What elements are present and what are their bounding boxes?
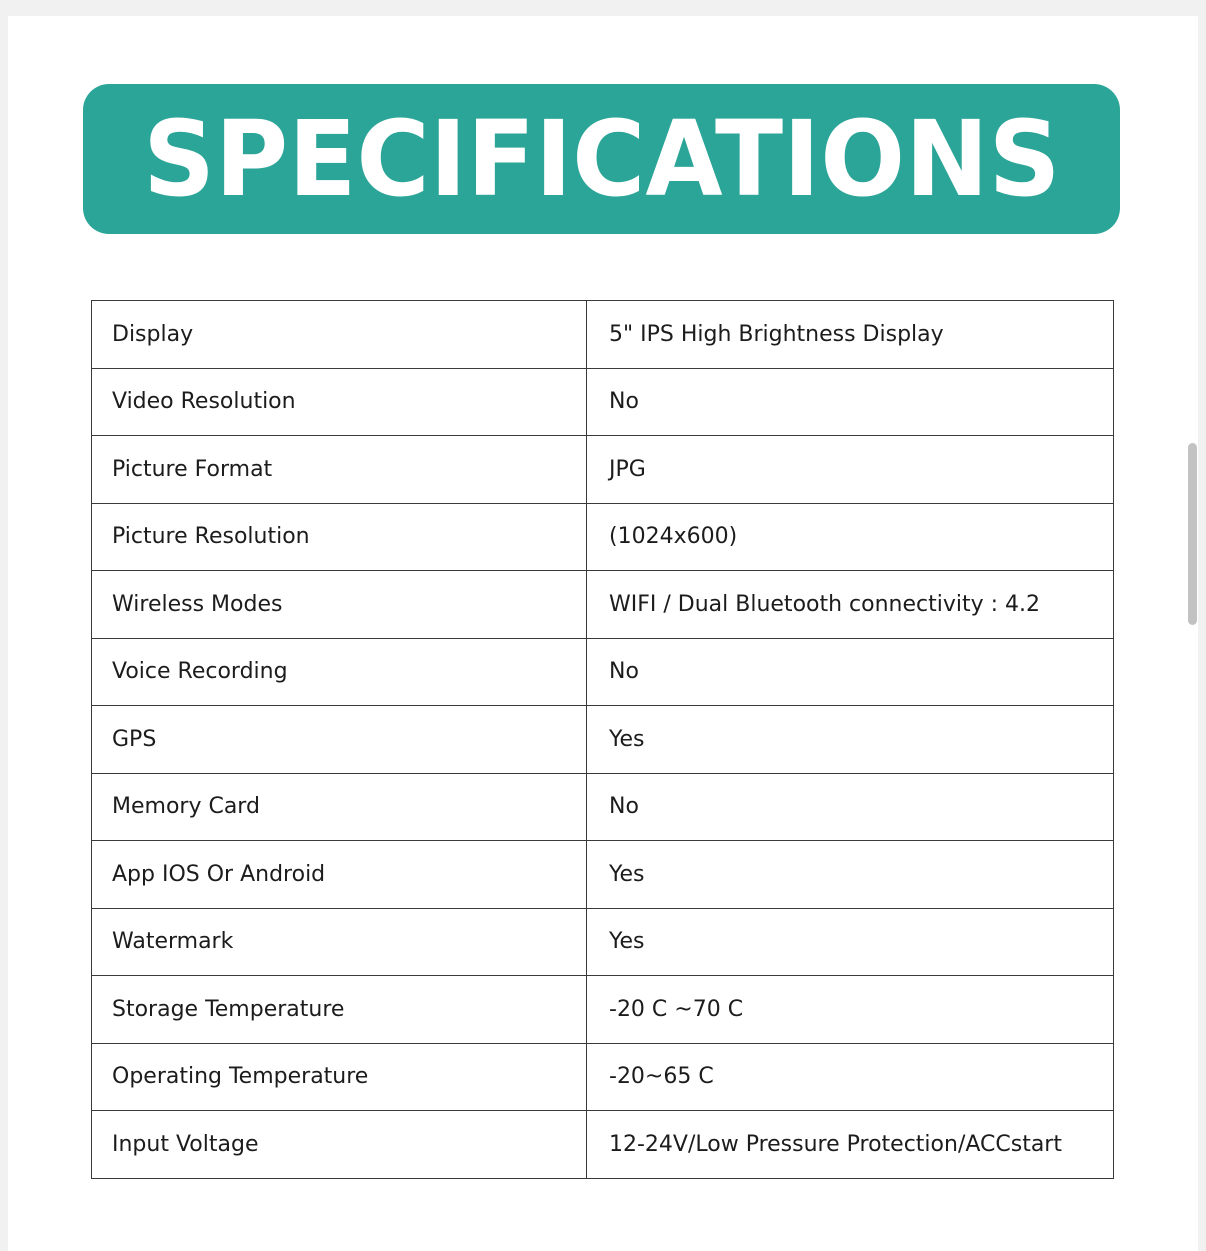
table-row	[92, 571, 1114, 639]
table-row	[92, 841, 1114, 909]
specifications-banner	[83, 84, 1120, 234]
spec-label: Video Resolution	[92, 368, 587, 436]
spec-label: Storage Temperature	[92, 976, 587, 1044]
table-row	[92, 436, 1114, 504]
spec-label: App IOS Or Android	[92, 841, 587, 909]
spec-value: 12-24V/Low Pressure Protection/ACCstart	[587, 1111, 1114, 1179]
spec-value: JPG	[587, 436, 1114, 504]
table-row	[92, 1043, 1114, 1111]
table-row	[92, 368, 1114, 436]
table-row	[92, 908, 1114, 976]
spec-value: Yes	[587, 841, 1114, 909]
table-row	[92, 503, 1114, 571]
spec-value: -20~65 C	[587, 1043, 1114, 1111]
table-row	[92, 773, 1114, 841]
spec-label: Display	[92, 301, 587, 369]
spec-value: Yes	[587, 706, 1114, 774]
spec-label: Operating Temperature	[92, 1043, 587, 1111]
spec-label: Input Voltage	[92, 1111, 587, 1179]
spec-value: -20 C ~70 C	[587, 976, 1114, 1044]
table-row	[92, 1111, 1114, 1179]
spec-label: Voice Recording	[92, 638, 587, 706]
spec-label: GPS	[92, 706, 587, 774]
specifications-table	[91, 300, 1114, 1179]
spec-label: Wireless Modes	[92, 571, 587, 639]
table-row	[92, 706, 1114, 774]
banner-title: SPECIFICATIONS	[142, 98, 1061, 220]
spec-value: No	[587, 773, 1114, 841]
spec-value: Yes	[587, 908, 1114, 976]
scrollbar-thumb[interactable]	[1188, 443, 1197, 625]
table-row	[92, 638, 1114, 706]
spec-label: Watermark	[92, 908, 587, 976]
spec-value: No	[587, 638, 1114, 706]
spec-label: Memory Card	[92, 773, 587, 841]
spec-label: Picture Format	[92, 436, 587, 504]
spec-value: WIFI / Dual Bluetooth connectivity : 4.2	[587, 571, 1114, 639]
table-row	[92, 301, 1114, 369]
spec-value: 5" IPS High Brightness Display	[587, 301, 1114, 369]
spec-label: Picture Resolution	[92, 503, 587, 571]
table-row	[92, 976, 1114, 1044]
spec-value: No	[587, 368, 1114, 436]
spec-value: (1024x600)	[587, 503, 1114, 571]
